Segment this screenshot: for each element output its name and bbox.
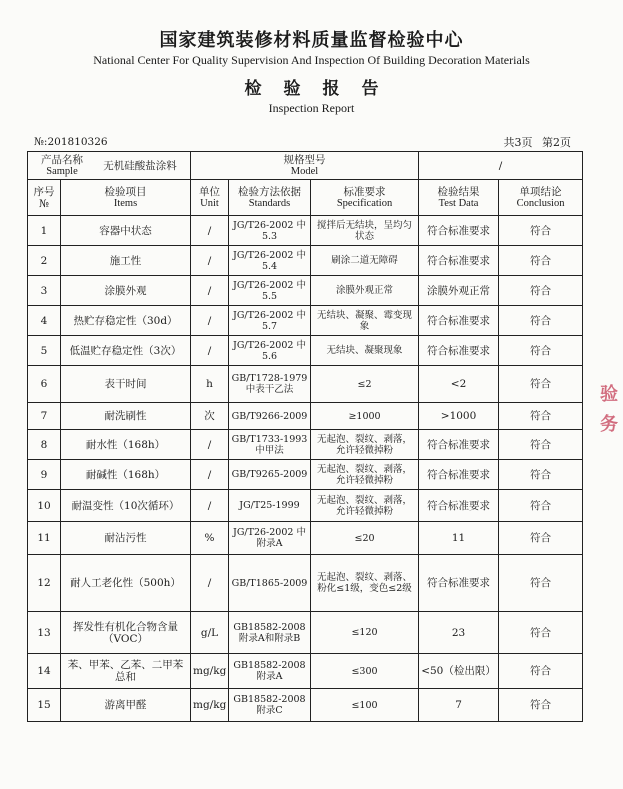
cell-item: 容器中状态 bbox=[61, 216, 191, 246]
cell-result: 符合标准要求 bbox=[419, 246, 499, 276]
cell-conclusion: 符合 bbox=[499, 654, 583, 689]
cell-unit: mg/kg bbox=[191, 689, 229, 722]
col-item-header bbox=[61, 180, 191, 216]
cell-std: JG/T26-2002 中 5.3 bbox=[229, 216, 311, 246]
table-row bbox=[28, 612, 583, 654]
cell-conclusion: 符合 bbox=[499, 490, 583, 522]
cell-unit: / bbox=[191, 306, 229, 336]
cell-item: 耐沾污性 bbox=[61, 522, 191, 555]
cell-no: 12 bbox=[28, 555, 61, 612]
cell-result: <50（检出限） bbox=[419, 654, 499, 689]
model-label-cn: 规格型号 bbox=[283, 153, 326, 166]
cell-result: 符合标准要求 bbox=[419, 460, 499, 490]
cell-spec: 无结块、凝聚现象 bbox=[311, 336, 419, 366]
table-row bbox=[28, 490, 583, 522]
cell-result: 23 bbox=[419, 612, 499, 654]
cell-item: 涂膜外观 bbox=[61, 276, 191, 306]
col-std-en: Standards bbox=[248, 197, 291, 209]
red-seal-stamp: 验 务 bbox=[600, 384, 618, 435]
cell-item: 热贮存稳定性（30d） bbox=[61, 306, 191, 336]
table-row bbox=[28, 430, 583, 460]
cell-unit: 次 bbox=[191, 403, 229, 430]
cell-std: GB18582-2008 附录C bbox=[229, 689, 311, 722]
cell-no: 9 bbox=[28, 460, 61, 490]
col-concl-cn: 单项结论 bbox=[519, 185, 562, 198]
col-std-header bbox=[229, 180, 311, 216]
cell-result: 符合标准要求 bbox=[419, 490, 499, 522]
col-unit-cn: 单位 bbox=[199, 185, 220, 198]
col-concl-header bbox=[499, 180, 583, 216]
cell-item: 耐人工老化性（500h） bbox=[61, 555, 191, 612]
product-name-cell bbox=[28, 152, 191, 180]
cell-no: 13 bbox=[28, 612, 61, 654]
cell-std: GB18582-2008 附录A bbox=[229, 654, 311, 689]
col-std-cn: 检验方法依据 bbox=[238, 185, 301, 198]
cell-no: 3 bbox=[28, 276, 61, 306]
cell-spec: 无起泡、裂纹、剥落，允许轻微掉粉 bbox=[311, 490, 419, 522]
product-row bbox=[28, 152, 583, 180]
inspection-table bbox=[27, 151, 583, 722]
cell-spec: 无起泡、裂纹、剥落，允许轻微掉粉 bbox=[311, 460, 419, 490]
cell-std: GB18582-2008 附录A和附录B bbox=[229, 612, 311, 654]
cell-unit: / bbox=[191, 276, 229, 306]
cell-conclusion: 符合 bbox=[499, 246, 583, 276]
cell-result: 11 bbox=[419, 522, 499, 555]
cell-result: 符合标准要求 bbox=[419, 306, 499, 336]
cell-std: JG/T25-1999 bbox=[229, 490, 311, 522]
cell-spec: 刷涂二道无障碍 bbox=[311, 246, 419, 276]
cell-conclusion: 符合 bbox=[499, 403, 583, 430]
cell-no: 8 bbox=[28, 430, 61, 460]
cell-unit: h bbox=[191, 366, 229, 403]
cell-conclusion: 符合 bbox=[499, 430, 583, 460]
cell-spec: ≤2 bbox=[311, 366, 419, 403]
cell-conclusion: 符合 bbox=[499, 366, 583, 403]
col-spec-header bbox=[311, 180, 419, 216]
cell-unit: mg/kg bbox=[191, 654, 229, 689]
col-result-header bbox=[419, 180, 499, 216]
cell-std: JG/T26-2002 中附录A bbox=[229, 522, 311, 555]
cell-no: 5 bbox=[28, 336, 61, 366]
cell-std: JG/T26-2002 中 5.7 bbox=[229, 306, 311, 336]
cell-no: 4 bbox=[28, 306, 61, 336]
product-label-en: Sample bbox=[46, 165, 78, 177]
cell-no: 2 bbox=[28, 246, 61, 276]
column-header-row bbox=[28, 180, 583, 216]
cell-spec: ≥1000 bbox=[311, 403, 419, 430]
product-name-value: 无机硅酸盐涂料 bbox=[103, 159, 177, 172]
cell-spec: 无起泡、裂纹、剥落、粉化≤1级，变色≤2级 bbox=[311, 555, 419, 612]
table-row bbox=[28, 555, 583, 612]
cell-result: 符合标准要求 bbox=[419, 430, 499, 460]
cell-std: JG/T26-2002 中 5.6 bbox=[229, 336, 311, 366]
col-unit-header bbox=[191, 180, 229, 216]
table-row bbox=[28, 336, 583, 366]
model-label-en: Model bbox=[290, 165, 319, 177]
cell-result: 涂膜外观正常 bbox=[419, 276, 499, 306]
col-spec-cn: 标准要求 bbox=[343, 185, 386, 198]
table-row bbox=[28, 246, 583, 276]
cell-no: 10 bbox=[28, 490, 61, 522]
cell-item: 表干时间 bbox=[61, 366, 191, 403]
cell-spec: 无结块、凝聚、霉变现象 bbox=[311, 306, 419, 336]
cell-unit: g/L bbox=[191, 612, 229, 654]
col-result-cn: 检验结果 bbox=[437, 185, 480, 198]
cell-item: 游离甲醛 bbox=[61, 689, 191, 722]
col-result-en: Test Data bbox=[438, 197, 479, 209]
cell-item: 耐洗刷性 bbox=[61, 403, 191, 430]
cell-conclusion: 符合 bbox=[499, 689, 583, 722]
table-row bbox=[28, 366, 583, 403]
table-row bbox=[28, 403, 583, 430]
cell-spec: 搅拌后无结块，呈均匀状态 bbox=[311, 216, 419, 246]
cell-unit: / bbox=[191, 490, 229, 522]
cell-result: 符合标准要求 bbox=[419, 336, 499, 366]
col-unit-en: Unit bbox=[200, 197, 219, 209]
page-info: 共3页 第2页 bbox=[503, 136, 571, 149]
table-row bbox=[28, 216, 583, 246]
cell-spec: ≤120 bbox=[311, 612, 419, 654]
cell-item: 耐温变性（10次循环） bbox=[61, 490, 191, 522]
cell-item: 苯、甲苯、乙苯、二甲苯总和 bbox=[61, 654, 191, 689]
cell-result: <2 bbox=[419, 366, 499, 403]
model-value: / bbox=[419, 152, 583, 180]
center-name-cn: 国家建筑装修材料质量监督检验中心 bbox=[159, 30, 464, 51]
center-name-en: National Center For Quality Supervision And Inspection Of Building Decoration Materials bbox=[93, 53, 530, 67]
report-number: №:201810326 bbox=[34, 136, 108, 148]
table-row bbox=[28, 522, 583, 555]
cell-no: 6 bbox=[28, 366, 61, 403]
cell-conclusion: 符合 bbox=[499, 522, 583, 555]
cell-conclusion: 符合 bbox=[499, 276, 583, 306]
cell-unit: / bbox=[191, 460, 229, 490]
cell-spec: 无起泡、裂纹、剥落，允许轻微掉粉 bbox=[311, 430, 419, 460]
cell-spec: ≤300 bbox=[311, 654, 419, 689]
report-title-en: Inspection Report bbox=[268, 101, 355, 115]
cell-conclusion: 符合 bbox=[499, 460, 583, 490]
cell-unit: / bbox=[191, 216, 229, 246]
cell-std: JG/T26-2002 中 5.5 bbox=[229, 276, 311, 306]
col-item-cn: 检验项目 bbox=[104, 185, 147, 198]
col-concl-en: Conclusion bbox=[516, 197, 565, 209]
cell-result: 符合标准要求 bbox=[419, 216, 499, 246]
cell-conclusion: 符合 bbox=[499, 612, 583, 654]
cell-item: 施工性 bbox=[61, 246, 191, 276]
cell-conclusion: 符合 bbox=[499, 336, 583, 366]
table-row bbox=[28, 276, 583, 306]
cell-item: 挥发性有机化合物含量（VOC） bbox=[61, 612, 191, 654]
cell-item: 低温贮存稳定性（3次） bbox=[61, 336, 191, 366]
col-no-cn: 序号 bbox=[33, 185, 55, 198]
cell-std: GB/T9265-2009 bbox=[229, 460, 311, 490]
col-no-en: № bbox=[39, 197, 49, 210]
table-row bbox=[28, 460, 583, 490]
cell-no: 15 bbox=[28, 689, 61, 722]
cell-no: 11 bbox=[28, 522, 61, 555]
report-title-cn: 检验报告 bbox=[244, 79, 401, 99]
cell-no: 14 bbox=[28, 654, 61, 689]
cell-item: 耐碱性（168h） bbox=[61, 460, 191, 490]
col-item-en: Items bbox=[113, 197, 138, 209]
cell-unit: / bbox=[191, 336, 229, 366]
cell-no: 1 bbox=[28, 216, 61, 246]
cell-spec: 涂膜外观正常 bbox=[311, 276, 419, 306]
cell-unit: % bbox=[191, 522, 229, 555]
cell-item: 耐水性（168h） bbox=[61, 430, 191, 460]
col-spec-en: Specification bbox=[336, 197, 393, 209]
cell-unit: / bbox=[191, 246, 229, 276]
cell-conclusion: 符合 bbox=[499, 306, 583, 336]
product-label-cn: 产品名称 bbox=[41, 153, 83, 166]
cell-conclusion: 符合 bbox=[499, 555, 583, 612]
table-row bbox=[28, 306, 583, 336]
cell-std: GB/T9266-2009 bbox=[229, 403, 311, 430]
table-row bbox=[28, 654, 583, 689]
cell-result: >1000 bbox=[419, 403, 499, 430]
cell-std: GB/T1865-2009 bbox=[229, 555, 311, 612]
cell-spec: ≤20 bbox=[311, 522, 419, 555]
cell-spec: ≤100 bbox=[311, 689, 419, 722]
col-no-header bbox=[28, 180, 61, 216]
cell-std: JG/T26-2002 中 5.4 bbox=[229, 246, 311, 276]
table-row bbox=[28, 689, 583, 722]
cell-conclusion: 符合 bbox=[499, 216, 583, 246]
cell-result: 符合标准要求 bbox=[419, 555, 499, 612]
cell-std: GB/T1728-1979 中表干乙法 bbox=[229, 366, 311, 403]
cell-no: 7 bbox=[28, 403, 61, 430]
cell-unit: / bbox=[191, 555, 229, 612]
cell-std: GB/T1733-1993 中甲法 bbox=[229, 430, 311, 460]
cell-unit: / bbox=[191, 430, 229, 460]
cell-result: 7 bbox=[419, 689, 499, 722]
model-label-cell bbox=[191, 152, 419, 180]
